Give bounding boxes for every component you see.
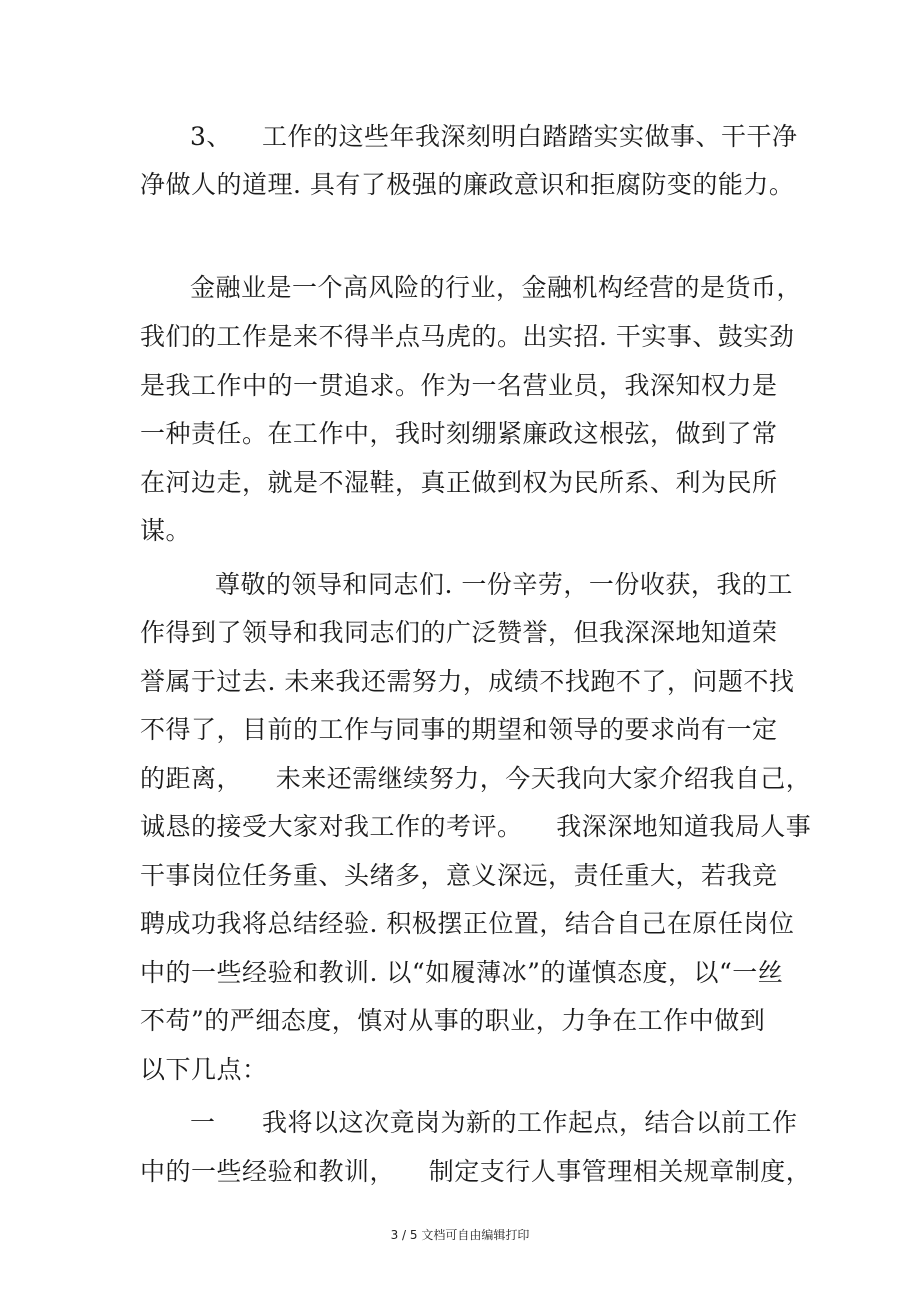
paragraph-4-line-2: 中的一些经验和教训， 制定支行人事管理相关规章制度， bbox=[140, 1157, 812, 1186]
paragraph-2-line-2: 我们的工作是来不得半点马虎的。出实招. 干实事、鼓实劲 bbox=[140, 322, 795, 351]
paragraph-1-line-1: 工作的这些年我深刻明白踏踏实实做事、干干净 bbox=[262, 122, 798, 151]
paragraph-3-line-5: 的距离， 未来还需继续努力，今天我向大家介绍我自己， bbox=[140, 764, 812, 793]
paragraph-3-line-3: 誉属于过去. 未来我还需努力，成绩不找跑不了，问题不找 bbox=[140, 667, 795, 696]
paragraph-3-line-2: 作得到了领导和我同志们的广泛赞誉，但我深深地知道荣 bbox=[140, 618, 778, 647]
list-number-1: 一 bbox=[190, 1108, 216, 1137]
paragraph-3-line-10: 不苟”的严细态度，慎对从事的职业，力争在工作中做到 bbox=[140, 1006, 766, 1035]
paragraph-3-line-4: 不得了，目前的工作与同事的期望和领导的要求尚有一定 bbox=[140, 715, 778, 744]
paragraph-3-line-11: 以下几点： bbox=[140, 1055, 268, 1084]
paragraph-1-line-2: 净做人的道理. 具有了极强的廉政意识和拒腐防变的能力。 bbox=[140, 170, 795, 199]
paragraph-2-line-1: 金融业是一个高风险的行业，金融机构经营的是货币， bbox=[190, 273, 803, 302]
paragraph-4-line-1: 我将以这次竟岗为新的工作起点，结合以前工作 bbox=[262, 1108, 798, 1137]
page-footer: 3 / 5 文档可自由编辑打印 bbox=[390, 1228, 530, 1242]
paragraph-3-line-8: 聘成功我将总结经验. 积极摆正位置，结合自己在原任岗位 bbox=[140, 909, 795, 938]
list-number-3: 3、 bbox=[190, 122, 232, 151]
paragraph-3-line-7: 干事岗位任务重、头绪多，意义深远，责任重大，若我竞 bbox=[140, 861, 778, 890]
paragraph-2-line-4: 一种责任。在工作中，我时刻绷紧廉政这根弦，做到了常 bbox=[140, 419, 778, 448]
paragraph-2-line-3: 是我工作中的一贯追求。作为一名营业员，我深知权力是 bbox=[140, 371, 778, 400]
paragraph-3-line-6: 诚恳的接受大家对我工作的考评。 我深深地知道我局人事 bbox=[140, 812, 812, 841]
paragraph-2-line-6: 谋。 bbox=[140, 516, 192, 545]
paragraph-3-line-1: 尊敬的领导和同志们. 一份辛劳，一份收获，我的工 bbox=[215, 570, 793, 599]
paragraph-2-line-5: 在河边走，就是不湿鞋，真正做到权为民所系、利为民所 bbox=[140, 468, 778, 497]
paragraph-3-line-9: 中的一些经验和教训. 以“如履薄冰”的谨慎态度，以“一丝 bbox=[140, 958, 784, 987]
